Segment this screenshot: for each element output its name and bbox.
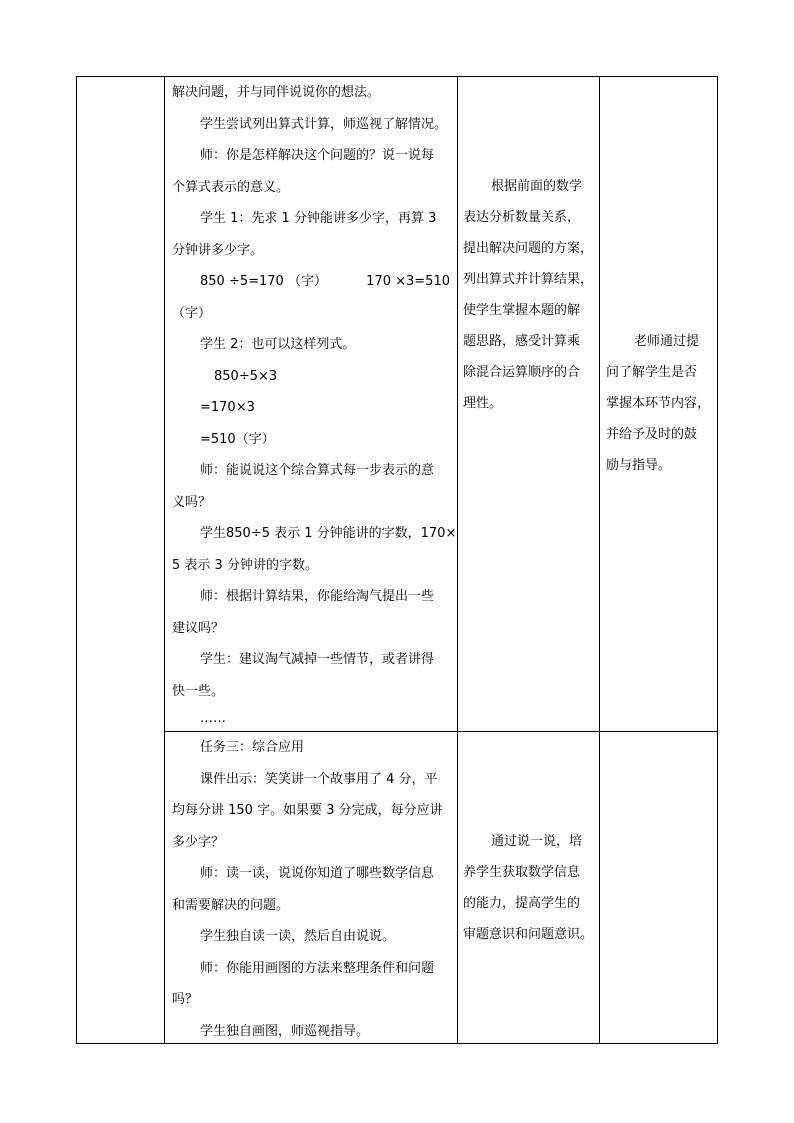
- intent-cell-top: [463, 171, 597, 419]
- text-line: 列出算式并计算结果，: [463, 272, 594, 287]
- text-line: 审题意识和问题意识。: [463, 927, 594, 942]
- text-line: 和需要解决的问题。: [172, 897, 290, 913]
- text-line: 并给予及时的鼓: [606, 427, 698, 442]
- text-line: 学生独自画图，师巡视指导。: [200, 1023, 370, 1039]
- text-line: 表达分析数量关系，: [463, 210, 581, 225]
- ellipsis-line: ……: [200, 711, 226, 726]
- formula-line: =510（字）: [200, 431, 275, 447]
- text-line: 通过说一说，培: [491, 834, 583, 849]
- calculation-line: [172, 266, 456, 298]
- text-line: 使学生掌握本题的解: [463, 303, 581, 318]
- text-line: 养学生获取数学信息: [463, 865, 581, 880]
- text-line: 快一些。: [172, 683, 225, 699]
- text-line: 个算式表示的意义。: [172, 179, 290, 195]
- text-line: 根据前面的数学: [491, 179, 583, 194]
- col-divider-3: [599, 76, 600, 1044]
- text-line: 师：你是怎样解决这个问题的？说一说每: [200, 148, 435, 163]
- text-line: 解决问题，并与同伴说说你的想法。: [172, 85, 381, 100]
- text-line: 学生850÷5 表示 1 分钟能讲的字数，170×: [200, 526, 457, 541]
- text-line: （字）: [172, 305, 212, 321]
- text-line: 吗？: [172, 992, 199, 1007]
- formula-line: =170×3: [200, 400, 255, 415]
- text-line: 老师通过提: [634, 334, 700, 349]
- text-line: 提出解决问题的方案，: [463, 241, 594, 256]
- text-line: 建议吗？: [172, 620, 225, 636]
- text-line: 问了解学生是否: [606, 365, 698, 380]
- process-cell-bottom: [172, 732, 456, 1047]
- text-line: 均每分讲 150 字。如果要 3 分完成，每分应讲: [172, 803, 443, 818]
- text-line: 学生独自读一读，然后自由说说。: [200, 929, 396, 944]
- text-line: 学生：建议淘气减掉一些情节，或者讲得: [200, 652, 435, 667]
- text-line: 义吗？: [172, 494, 212, 510]
- text-line: 师：根据计算结果，你能给淘气提出一些: [200, 589, 435, 604]
- text-line: 题思路，感受计算乘: [463, 334, 581, 349]
- col-divider-1: [164, 76, 165, 1044]
- text-line: 课件出示：笑笑讲一个故事用了 4 分，平: [200, 771, 438, 787]
- text-line: 师：能说说这个综合算式每一步表示的意: [200, 463, 435, 478]
- text-line: 多少字？: [172, 834, 225, 850]
- text-line: 除混合运算顺序的合: [463, 365, 581, 380]
- text-line: 师：读一读，说说你知道了哪些数学信息: [200, 866, 435, 881]
- text-line: 的能力，提高学生的: [463, 896, 581, 911]
- text-line: 学生尝试列出算式计算，师巡视了解情况。: [200, 116, 448, 132]
- col-divider-2: [457, 76, 458, 1044]
- col-divider-right: [717, 76, 718, 1044]
- text-line: 分钟讲多少字。: [172, 242, 264, 258]
- calc-right: 170 ×3=510: [366, 274, 450, 289]
- text-line: 学生 1：先求 1 分钟能讲多少字，再算 3: [200, 211, 437, 226]
- task-heading: 任务三：综合应用: [200, 740, 305, 755]
- text-line: 5 表示 3 分钟讲的字数。: [172, 557, 318, 573]
- text-line: 励与指导。: [606, 458, 672, 473]
- text-line: 掌握本环节内容，: [606, 396, 711, 411]
- text-line: 理性。: [463, 396, 503, 411]
- process-cell-top: [172, 77, 456, 731]
- intent-cell-bottom: [463, 826, 597, 950]
- calc-left: 850 ÷5=170 （字）: [200, 274, 327, 289]
- col-divider-left: [76, 76, 77, 1044]
- text-line: 师：你能用画图的方法来整理条件和问题: [200, 960, 435, 976]
- evaluation-cell-top: [606, 326, 716, 481]
- formula-line: 850÷5×3: [214, 368, 278, 384]
- text-line: 学生 2：也可以这样列式。: [200, 337, 356, 352]
